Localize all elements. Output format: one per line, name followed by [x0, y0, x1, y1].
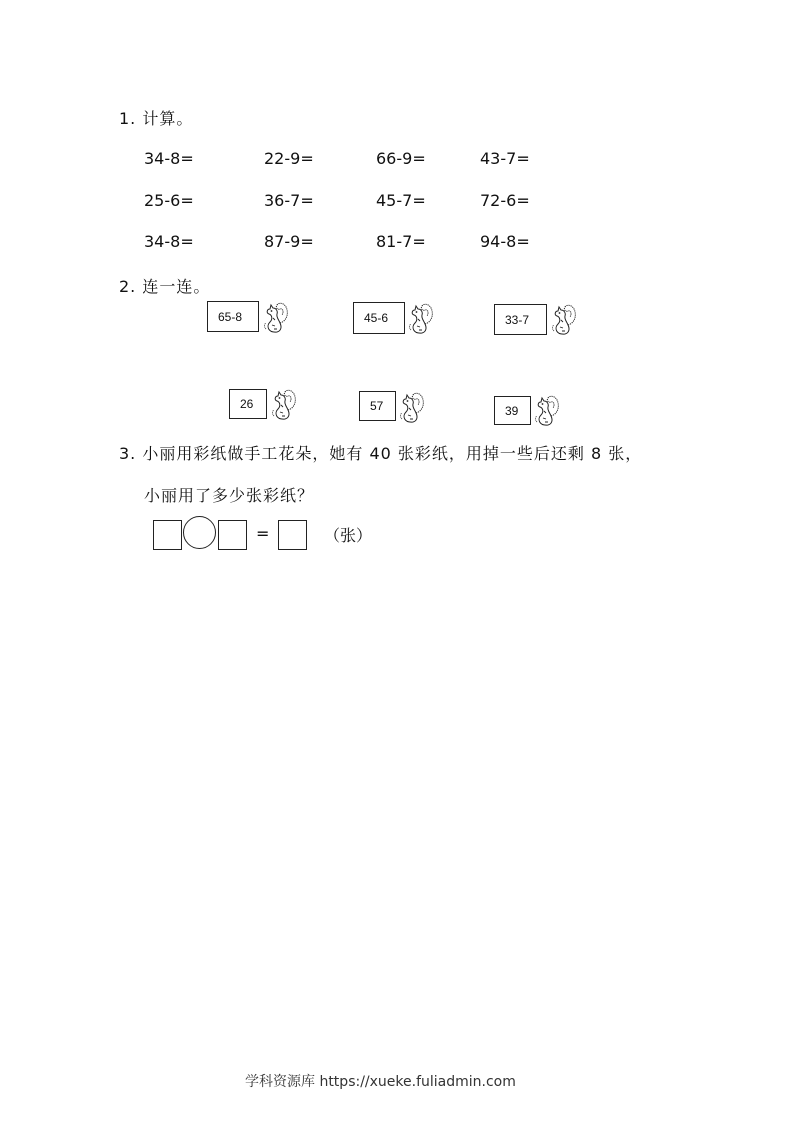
- answer-card[interactable]: 39: [494, 396, 531, 425]
- calc-problem: 22-9=: [264, 149, 314, 168]
- expression-card[interactable]: 65-8: [207, 301, 259, 332]
- answer-box[interactable]: [218, 520, 247, 550]
- equals-sign: =: [256, 524, 270, 543]
- answer-card[interactable]: 57: [359, 391, 396, 421]
- squirrel-icon: [268, 386, 298, 422]
- calc-problem: 25-6=: [144, 191, 194, 210]
- answer-box[interactable]: [278, 520, 307, 550]
- operator-circle[interactable]: [183, 516, 216, 549]
- answer-box[interactable]: [153, 520, 182, 550]
- expression-card[interactable]: 45-6: [353, 302, 405, 334]
- calc-problem: 34-8=: [144, 149, 194, 168]
- squirrel-icon: [531, 392, 561, 428]
- calc-problem: 45-7=: [376, 191, 426, 210]
- squirrel-icon: [260, 299, 290, 335]
- answer-card[interactable]: 26: [229, 389, 267, 419]
- calc-problem: 87-9=: [264, 232, 314, 251]
- calc-problem: 72-6=: [480, 191, 530, 210]
- footer-watermark: 学科资源库 https://xueke.fuliadmin.com: [245, 1074, 516, 1090]
- calc-problem: 66-9=: [376, 149, 426, 168]
- calc-problem: 81-7=: [376, 232, 426, 251]
- expression-card[interactable]: 33-7: [494, 304, 547, 335]
- calc-problem: 94-8=: [480, 232, 530, 251]
- squirrel-icon: [405, 300, 435, 336]
- question-3-text: 小丽用了多少张彩纸？: [144, 486, 315, 505]
- calc-problem: 36-7=: [264, 191, 314, 210]
- question-3-text: 3. 小丽用彩纸做手工花朵，她有 40 张彩纸，用掉一些后还剩 8 张，: [119, 444, 643, 463]
- question-1-title: 1. 计算。: [119, 109, 194, 128]
- unit-label: （张）: [324, 526, 373, 545]
- squirrel-icon: [396, 389, 426, 425]
- question-2-title: 2. 连一连。: [119, 277, 211, 296]
- calc-problem: 34-8=: [144, 232, 194, 251]
- calc-problem: 43-7=: [480, 149, 530, 168]
- squirrel-icon: [548, 301, 578, 337]
